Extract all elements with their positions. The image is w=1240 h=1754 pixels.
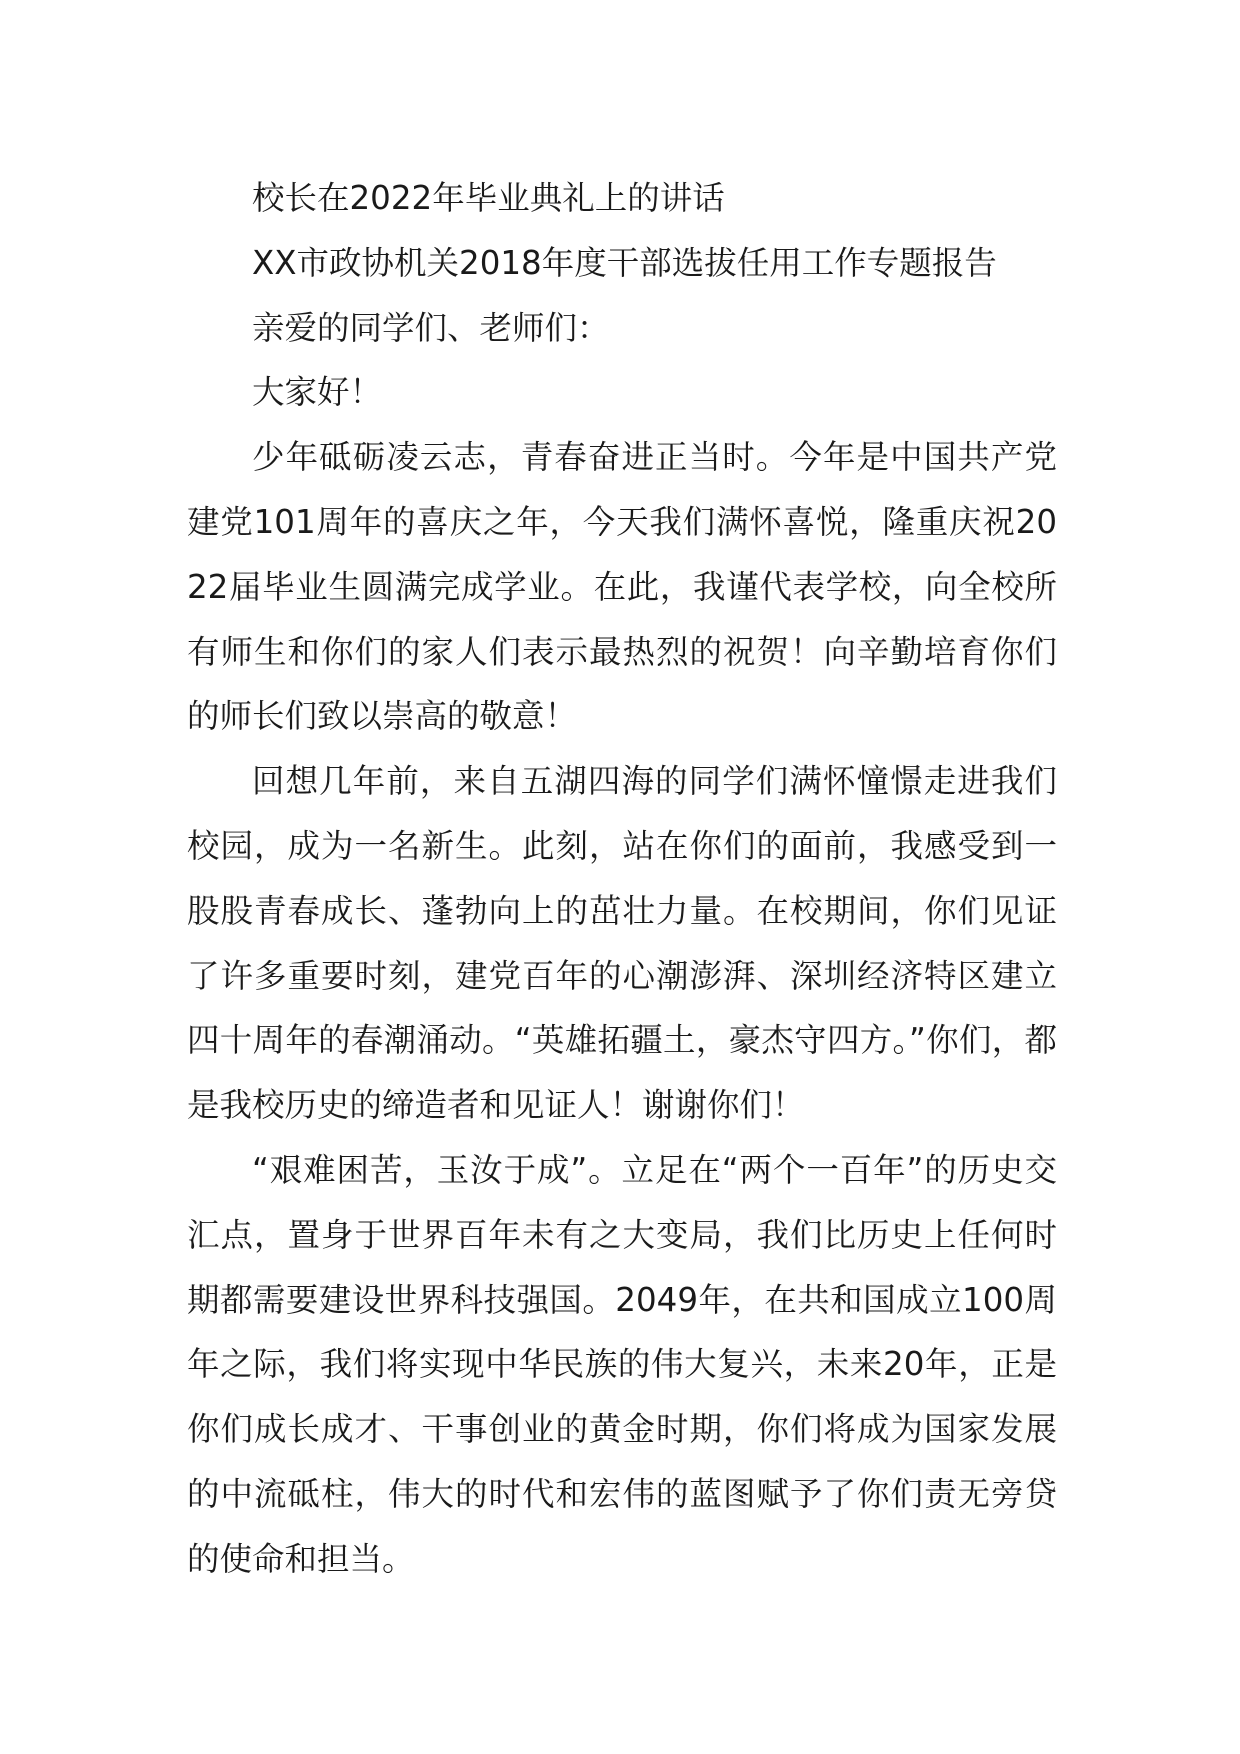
greeting: 大家好！ — [252, 373, 383, 412]
body-paragraph-3: “艰难困苦，玉汝于成”。立足在“两个一百年”的历史交汇点，置身于世界百年未有之大变局，我们比历史上任何时期都需要建设世界科技强国。2049年，在共和国成立100周年之际，我们将实现中华民族的伟大复兴，未来20年，正是你们成长成才、干事创业的黄金时期，你们将成为国家发展的中流砥柱，伟大的时代和宏伟的蓝图赋予了你们责无旁贷的使命和担当。 — [187, 1150, 1057, 1578]
document-subtitle: XX市政协机关2018年度干部选拔任用工作专题报告 — [252, 243, 997, 282]
salutation: 亲爱的同学们、老师们： — [252, 308, 610, 347]
body-paragraph-2: 回想几年前，来自五湖四海的同学们满怀憧憬走进我们校园，成为一名新生。此刻，站在你们的面前，我感受到一股股青春成长、蓬勃向上的茁壮力量。在校期间，你们见证了许多重要时刻，建党百年的心潮澎湃、深圳经济特区建立四十周年的春潮涌动。“英雄拓疆土，豪杰守四方。”你们，都是我校历史的缔造者和见证人！谢谢你们！ — [187, 762, 1057, 1125]
document-body — [187, 166, 1057, 1592]
document-title: 校长在2022年毕业典礼上的讲话 — [252, 179, 725, 217]
body-paragraph-1: 少年砥砺凌云志，青春奋进正当时。今年是中国共产党建党101周年的喜庆之年，今天我们满怀喜悦，隆重庆祝2022届毕业生圆满完成学业。在此，我谨代表学校，向全校所有师生和你们的家人们表示最热烈的祝贺！向辛勤培育你们的师长们致以崇高的敬意！ — [187, 438, 1057, 736]
